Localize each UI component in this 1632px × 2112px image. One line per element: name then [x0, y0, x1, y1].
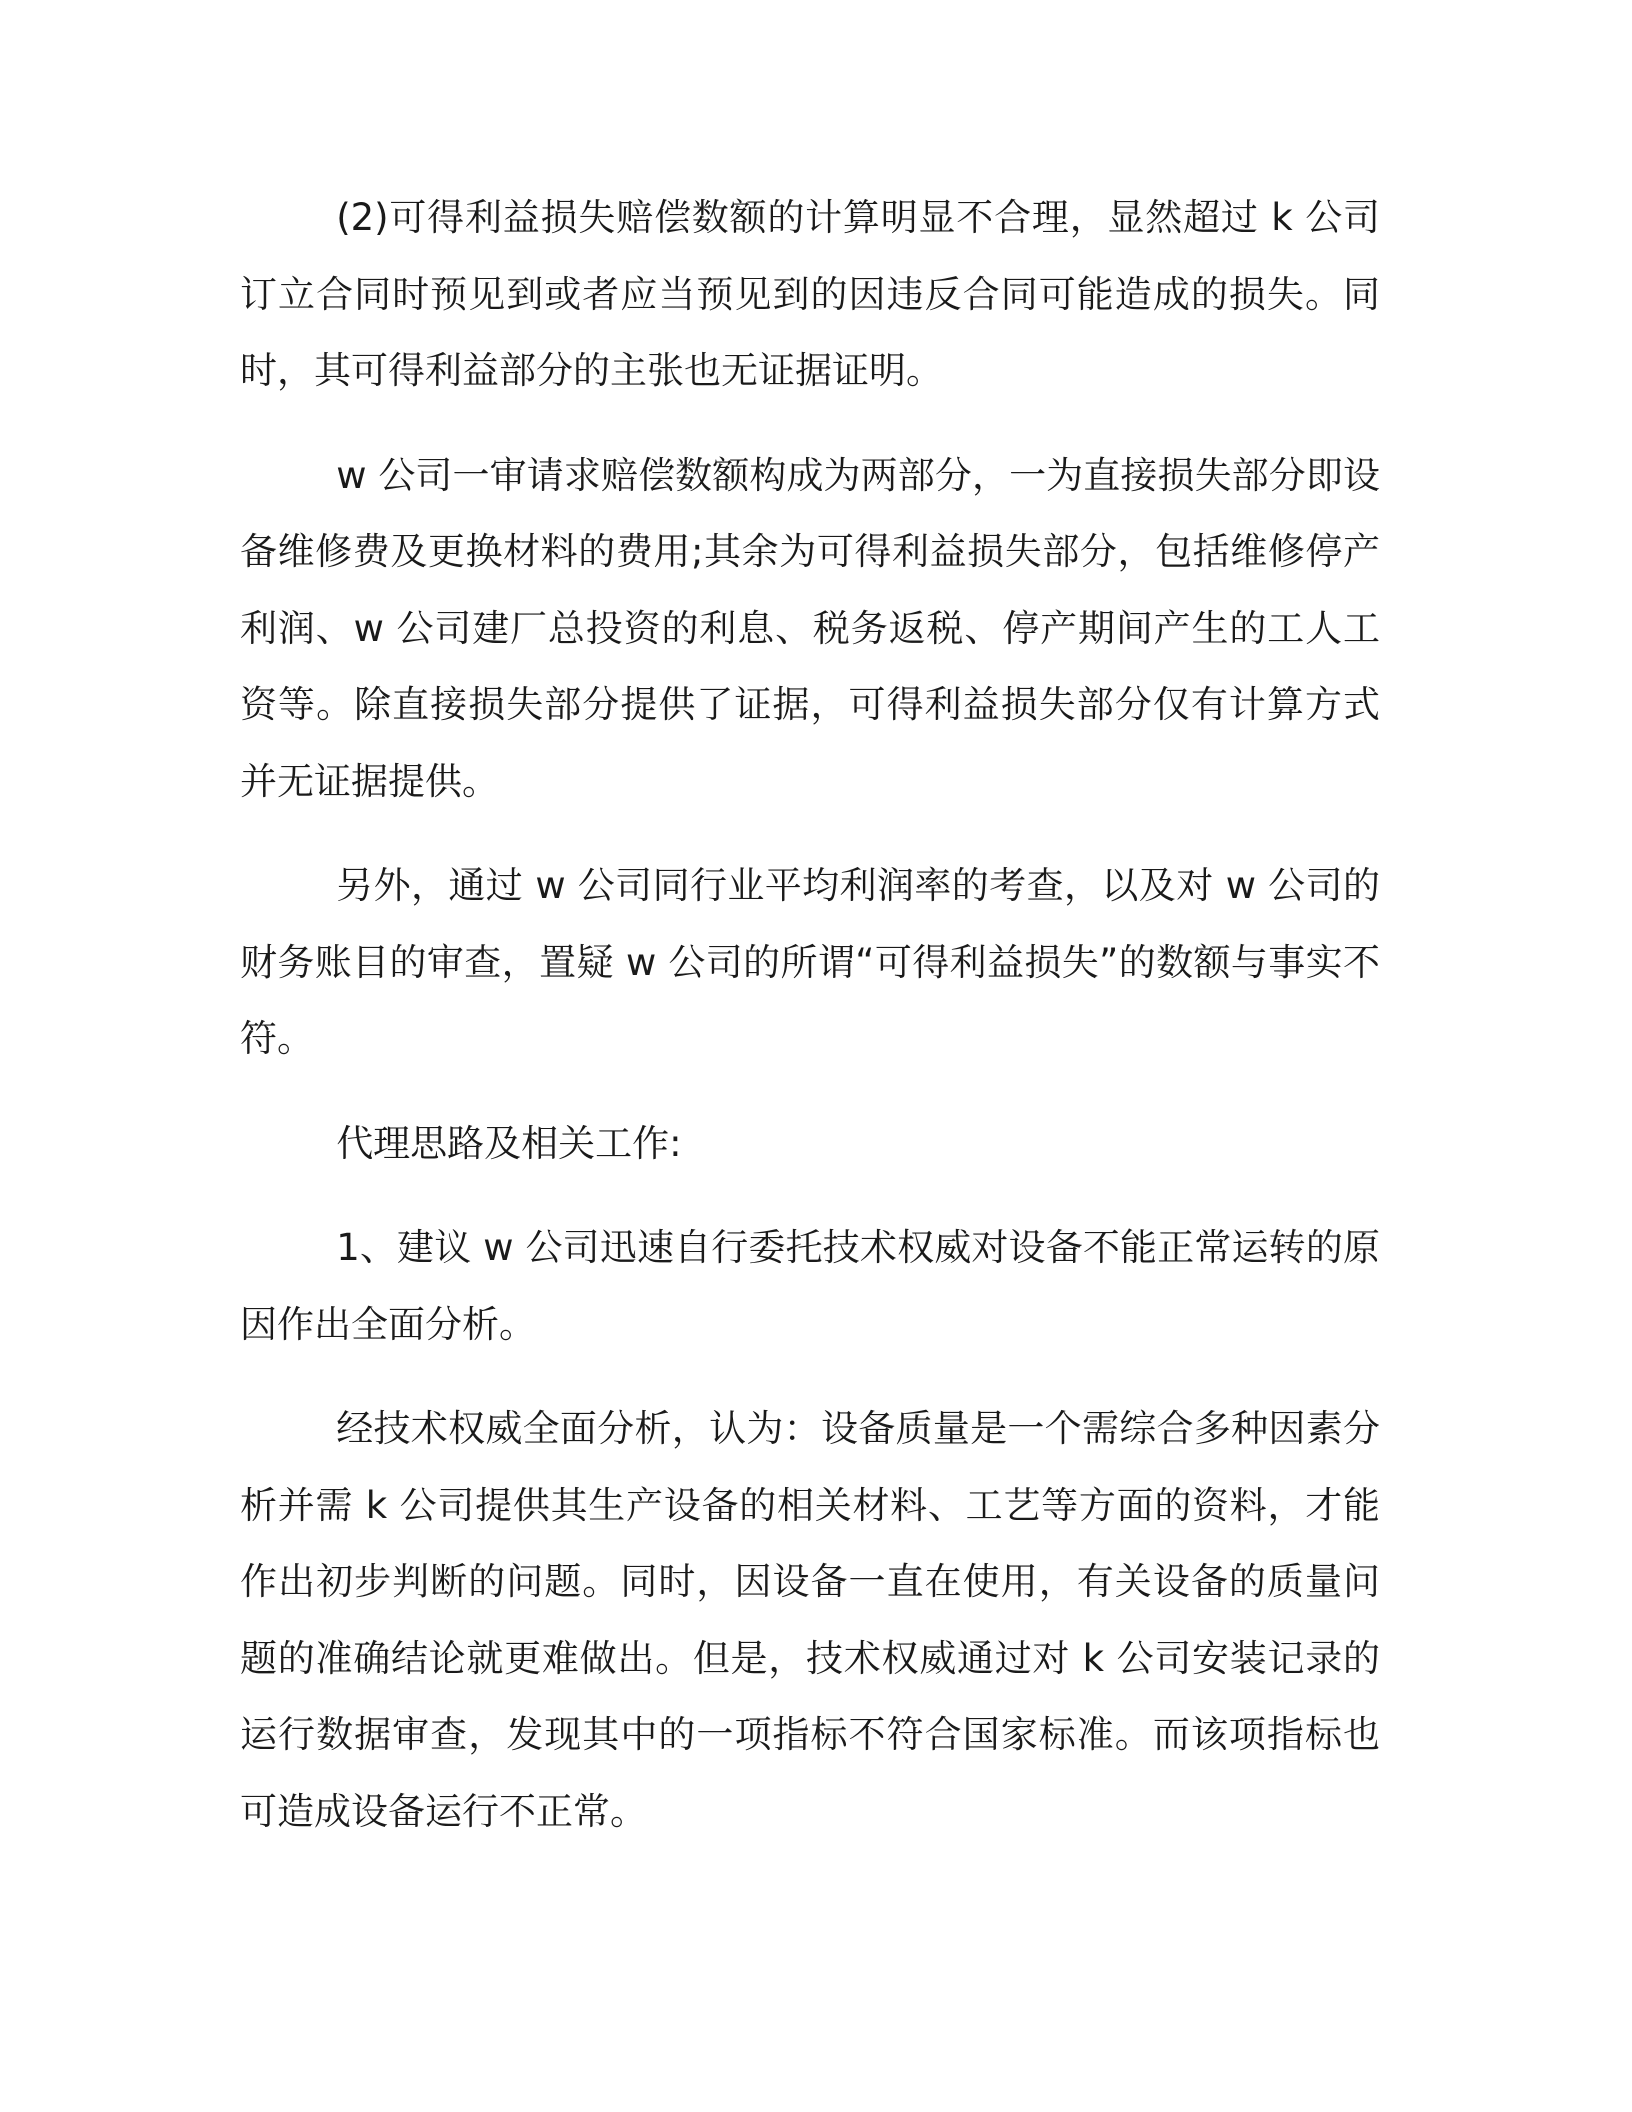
document-body	[240, 180, 1380, 1878]
paragraph-technical-analysis: 经技术权威全面分析，认为：设备质量是一个需综合多种因素分析并需 k 公司提供其生产设备的相关材料、工艺等方面的资料，才能作出初步判断的问题。同时，因设备一直在使用，有关设备的质量问题的准确结论就更难做出。但是，技术权威通过对 k 公司安装记录的运行数据审查，发现其中的一项指标不符合国家标准。而该项指标也可造成设备运行不正常。	[240, 1407, 1380, 1833]
paragraph-claim-composition: w 公司一审请求赔偿数额构成为两部分，一为直接损失部分即设备维修费及更换材料的费用;其余为可得利益损失部分，包括维修停产利润、w 公司建厂总投资的利息、税务返税、停产期间产生的工人工资等。除直接损失部分提供了证据，可得利益损失部分仅有计算方式并无证据提供。	[240, 453, 1380, 803]
paragraph-damages-calculation: (2)可得利益损失赔偿数额的计算明显不合理，显然超过 k 公司订立合同时预见到或者应当预见到的因违反合同可能造成的损失。同时，其可得利益部分的主张也无证据证明。	[240, 196, 1380, 392]
paragraph-agency-heading: 代理思路及相关工作:	[336, 1121, 682, 1165]
paragraph-recommendation-1: 1、建议 w 公司迅速自行委托技术权威对设备不能正常运转的原因作出全面分析。	[240, 1226, 1380, 1346]
paragraph-profit-review: 另外，通过 w 公司同行业平均利润率的考查，以及对 w 公司的财务账目的审查，置疑 w 公司的所谓“可得利益损失”的数额与事实不符。	[240, 864, 1380, 1060]
